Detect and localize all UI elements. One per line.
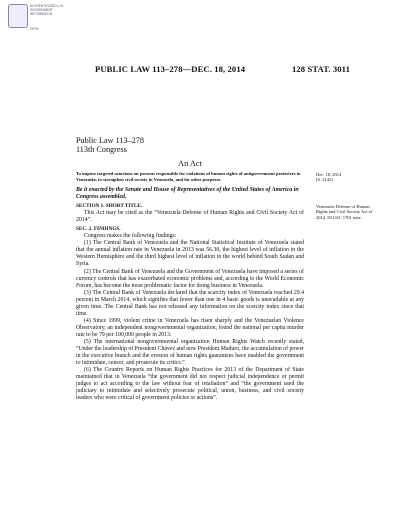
- finding-4: (4) Since 1999, violent crime in Venezuela has risen sharply and the Venezuelan Violence Observatory, an independent nongovernmental organization, found the national per capita murder rate to be 79 per 100,000 people in 2013.: [76, 317, 304, 338]
- finding-1: (1) The Central Bank of Venezuela and the National Statistical Institute of Venezuela stated that the annual inflation rate in Venezuela in 2013 was 56.30, the highest level of inflation in the Western Hemisphere and the third highest level of inflation in the world behind South Sudan and Syria.: [76, 240, 304, 268]
- finding-5: (5) The international nongovernmental organization Human Rights Watch recently stated, “Under the leadership of President Chávez and now President Maduro, the accumulation of power in the executive branch and the erosion of human rights guarantees have enabled the government to intimidate, censor, and prosecute its critics.”.: [76, 339, 304, 367]
- margin-date: Dec. 18, 2014: [316, 172, 342, 177]
- document-body: [76, 136, 304, 402]
- section-1-heading: SECTION 1. SHORT TITLE.: [76, 202, 143, 209]
- finding-2: (2) The Central Bank of Venezuela and the Government of Venezuela have imposed a series of currency controls that has exacerbated economic problems and, according to the World Economic Forum, has become the most problematic factor for doing business in Venezuela.: [76, 268, 304, 289]
- gpo-authentication-logo: [8, 4, 68, 34]
- section-2-heading: SEC. 2. FINDINGS.: [76, 226, 121, 233]
- law-citation-header: PUBLIC LAW 113–278—DEC. 18, 2014: [95, 64, 246, 74]
- margin-note-date: [316, 172, 376, 183]
- findings-intro: Congress makes the following findings:: [84, 233, 177, 240]
- finding-3: (3) The Central Bank of Venezuela declared that the scarcity index of Venezuela reached 29.4 percent in March 2014, which signifies that fewer than one in 4 basic goods is unavailable at any given time. The Central Bank has not released any information on the scarcity index since that time.: [76, 289, 304, 317]
- stat-page-header: 128 STAT. 3011: [292, 64, 350, 74]
- margin-bill-number: [S. 2142]: [316, 177, 333, 183]
- act-purpose: To impose targeted sanctions on persons responsible for violations of human rights of antigovernment protesters in Venezuela, to strengthen civil society in Venezuela, and for other purposes.: [76, 171, 301, 182]
- enacting-clause: Be it enacted by the Senate and House of Representatives of the United States of America in Congress assembled,: [76, 186, 299, 200]
- logo-gpo-text: GPO: [30, 26, 39, 31]
- margin-note-short-title: Venezuela Defense of Human Rights and Civil Society Act of 2014. 50 USC 1701 note.: [316, 204, 373, 220]
- finding-6: (6) The Country Reports on Human Rights Practices for 2013 of the Department of State maintained that in Venezuela “the government did not respect judicial independence or permit judges to act according to the law without fear of retaliation” and “the government used the judiciary to intimidate and selectively prosecute political, union, business, and civil society leaders who were critical of government policies or actions”.: [76, 367, 304, 402]
- logo-authentication-text: AUTHENTICATED U.S. GOVERNMENT INFORMATION: [30, 4, 64, 16]
- seal-icon: [8, 4, 28, 28]
- public-law-number: Public Law 113–278: [76, 136, 144, 145]
- congress-number: 113th Congress: [76, 145, 127, 154]
- section-1-text: This Act may be cited as the “Venezuela Defense of Human Rights and Civil Society Act of 2014”.: [76, 210, 304, 224]
- act-title: An Act: [178, 159, 202, 168]
